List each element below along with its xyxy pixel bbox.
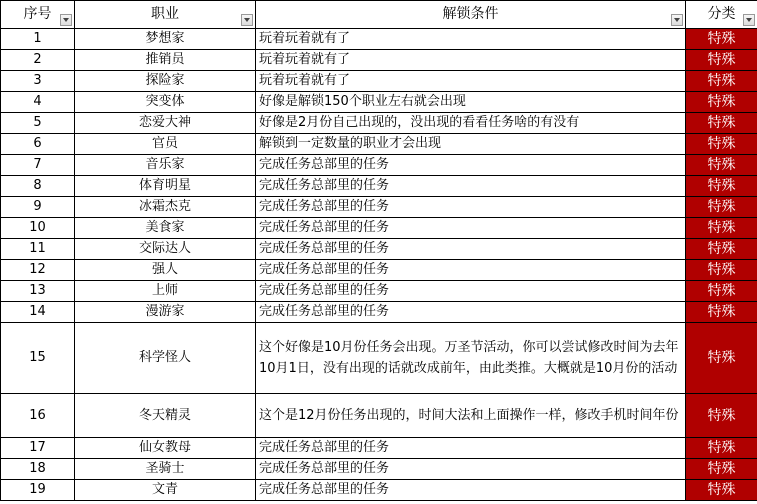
cell-category[interactable]: 特殊 [686,302,757,323]
filter-dropdown-icon[interactable] [241,14,253,26]
cell-num[interactable]: 13 [1,281,75,302]
cell-num[interactable]: 3 [1,71,75,92]
cell-num[interactable]: 15 [1,323,75,394]
cell-category[interactable]: 特殊 [686,438,757,459]
cell-category[interactable]: 特殊 [686,176,757,197]
table-row [1,438,757,459]
table-row [1,92,757,113]
cell-condition[interactable]: 玩着玩着就有了 [256,29,686,50]
cell-condition[interactable]: 玩着玩着就有了 [256,71,686,92]
cell-category[interactable]: 特殊 [686,218,757,239]
header-row [1,1,757,29]
cell-job[interactable]: 突变体 [75,92,256,113]
cell-num[interactable]: 6 [1,134,75,155]
cell-job[interactable]: 上师 [75,281,256,302]
table-row [1,134,757,155]
cell-job[interactable]: 交际达人 [75,239,256,260]
table-row [1,176,757,197]
cell-num[interactable]: 1 [1,29,75,50]
cell-condition[interactable]: 好像是解锁150个职业左右就会出现 [256,92,686,113]
table-row [1,197,757,218]
header-cell-num[interactable] [1,1,75,29]
cell-job[interactable]: 强人 [75,260,256,281]
cell-job[interactable]: 冬天精灵 [75,394,256,438]
cell-category[interactable]: 特殊 [686,155,757,176]
cell-job[interactable]: 圣骑士 [75,459,256,480]
cell-job[interactable]: 体育明星 [75,176,256,197]
cell-job[interactable]: 美食家 [75,218,256,239]
cell-condition[interactable]: 解锁到一定数量的职业才会出现 [256,134,686,155]
cell-num[interactable]: 4 [1,92,75,113]
table-row [1,394,757,438]
cell-job[interactable]: 文青 [75,480,256,501]
cell-job[interactable]: 冰霜杰克 [75,197,256,218]
cell-num[interactable]: 19 [1,480,75,501]
cell-num[interactable]: 5 [1,113,75,134]
cell-condition[interactable]: 完成任务总部里的任务 [256,260,686,281]
filter-dropdown-icon[interactable] [743,14,755,26]
header-cell-cat[interactable] [686,1,757,29]
cell-category[interactable]: 特殊 [686,394,757,438]
cell-job[interactable]: 推销员 [75,50,256,71]
cell-category[interactable]: 特殊 [686,281,757,302]
filter-dropdown-icon[interactable] [60,14,72,26]
cell-condition[interactable]: 完成任务总部里的任务 [256,176,686,197]
table-row [1,260,757,281]
cell-condition[interactable]: 完成任务总部里的任务 [256,459,686,480]
cell-condition[interactable]: 完成任务总部里的任务 [256,302,686,323]
cell-condition[interactable]: 玩着玩着就有了 [256,50,686,71]
table-row [1,218,757,239]
cell-job[interactable]: 梦想家 [75,29,256,50]
cell-num[interactable]: 11 [1,239,75,260]
cell-condition[interactable]: 完成任务总部里的任务 [256,218,686,239]
table-row [1,29,757,50]
cell-category[interactable]: 特殊 [686,459,757,480]
cell-job[interactable]: 恋爱大神 [75,113,256,134]
table-row [1,302,757,323]
cell-num[interactable]: 2 [1,50,75,71]
cell-category[interactable]: 特殊 [686,239,757,260]
cell-category[interactable]: 特殊 [686,197,757,218]
header-label-num: 序号 [23,6,52,22]
cell-category[interactable]: 特殊 [686,134,757,155]
table-row [1,155,757,176]
header-label-job: 职业 [151,6,179,22]
cell-condition[interactable]: 完成任务总部里的任务 [256,197,686,218]
cell-job[interactable]: 科学怪人 [75,323,256,394]
cell-num[interactable]: 9 [1,197,75,218]
cell-num[interactable]: 8 [1,176,75,197]
table-row [1,281,757,302]
table-row [1,71,757,92]
table-row [1,480,757,501]
cell-num[interactable]: 12 [1,260,75,281]
cell-job[interactable]: 仙女教母 [75,438,256,459]
table-row [1,239,757,260]
table-row [1,113,757,134]
cell-condition[interactable]: 完成任务总部里的任务 [256,438,686,459]
cell-condition[interactable]: 这个好像是10月份任务会出现。万圣节活动，你可以尝试修改时间为去年10月1日，没有出现的话就改成前年，由此类推。大概就是10月份的活动 [256,323,686,394]
cell-num[interactable]: 18 [1,459,75,480]
table-row [1,50,757,71]
cell-condition[interactable]: 完成任务总部里的任务 [256,155,686,176]
cell-category[interactable]: 特殊 [686,29,757,50]
table-row [1,459,757,480]
cell-job[interactable]: 探险家 [75,71,256,92]
cell-condition[interactable]: 完成任务总部里的任务 [256,281,686,302]
cell-condition[interactable]: 完成任务总部里的任务 [256,239,686,260]
cell-num[interactable]: 7 [1,155,75,176]
cell-num[interactable]: 16 [1,394,75,438]
cell-category[interactable]: 特殊 [686,260,757,281]
cell-category[interactable]: 特殊 [686,113,757,134]
cell-job[interactable]: 音乐家 [75,155,256,176]
cell-category[interactable]: 特殊 [686,92,757,113]
cell-job[interactable]: 漫游家 [75,302,256,323]
cell-condition[interactable]: 完成任务总部里的任务 [256,480,686,501]
cell-num[interactable]: 14 [1,302,75,323]
filter-dropdown-icon[interactable] [671,14,683,26]
table-row [1,323,757,394]
cell-category[interactable]: 特殊 [686,50,757,71]
header-label-cat: 分类 [707,6,736,22]
cell-condition[interactable]: 好像是2月份自己出现的，没出现的看看任务啥的有没有 [256,113,686,134]
header-label-cond: 解锁条件 [442,6,499,22]
cell-category[interactable]: 特殊 [686,71,757,92]
cell-category[interactable]: 特殊 [686,323,757,394]
cell-num[interactable]: 10 [1,218,75,239]
header-cell-job[interactable] [75,1,256,29]
cell-category[interactable]: 特殊 [686,480,757,501]
cell-condition[interactable]: 这个是12月份任务出现的，时间大法和上面操作一样，修改手机时间年份 [256,394,686,438]
header-cell-cond[interactable] [256,1,686,29]
cell-job[interactable]: 官员 [75,134,256,155]
cell-num[interactable]: 17 [1,438,75,459]
